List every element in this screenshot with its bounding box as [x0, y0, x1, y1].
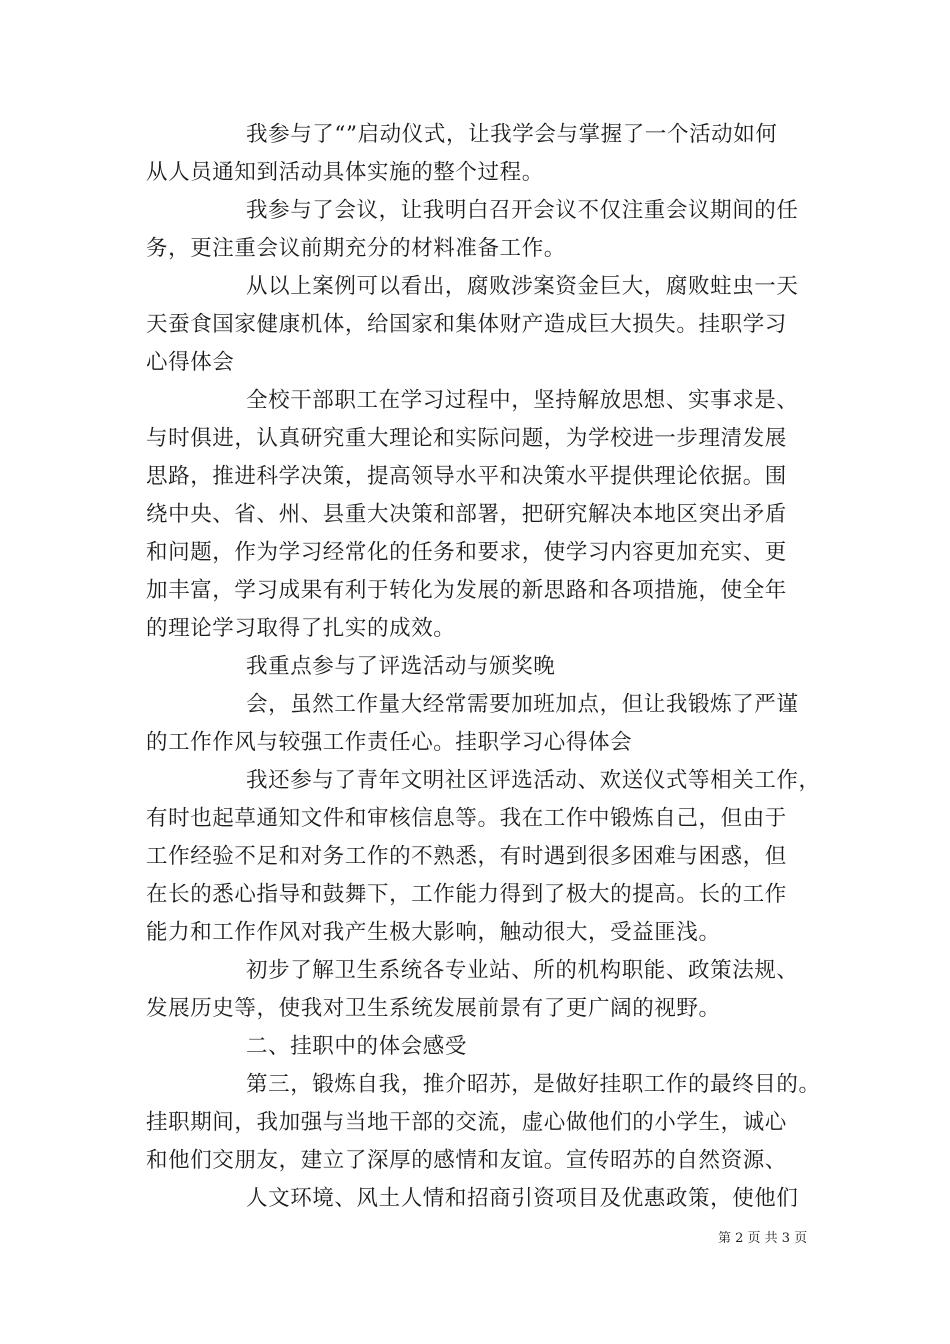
text-line: 工作经验不足和对务工作的不熟悉，有时遇到很多困难与困惑，但 [146, 844, 787, 869]
text-line: 的理论学习取得了扎实的成效。 [146, 616, 456, 641]
text-line: 我重点参与了评选活动与颁奖晚 [246, 654, 556, 679]
text-line: 从以上案例可以看出，腐败涉案资金巨大，腐败蛀虫一天 [246, 274, 799, 299]
text-line: 有时也起草通知文件和审核信息等。我在工作中锻炼自己，但由于 [146, 806, 787, 831]
text-line: 挂职期间，我加强与当地干部的交流，虚心做他们的小学生，诚心 [146, 1110, 787, 1135]
text-line: 发展历史等，使我对卫生系统发展前景有了更广阔的视野。 [146, 996, 721, 1021]
text-line: 会，虽然工作量大经常需要加班加点，但让我锻炼了严谨 [246, 692, 799, 717]
text-line: 和他们交朋友，建立了深厚的感情和友谊。宣传昭苏的自然资源、 [146, 1148, 787, 1173]
text-line: 我还参与了青年文明社区评选活动、欢送仪式等相关工作， [246, 768, 821, 793]
text-line: 从人员通知到活动具体实施的整个过程。 [146, 160, 544, 185]
text-line: 与时俱进，认真研究重大理论和实际问题，为学校进一步理清发展 [146, 426, 787, 451]
section-heading: 二、挂职中的体会感受 [246, 1034, 468, 1059]
text-line: 的工作作风与较强工作责任心。挂职学习心得体会 [146, 730, 633, 755]
text-line: 务，更注重会议前期充分的材料准备工作。 [146, 236, 566, 261]
text-line: 我参与了“”启动仪式，让我学会与掌握了一个活动如何 [246, 122, 778, 147]
text-line: 加丰富，学习成果有利于转化为发展的新思路和各项措施，使全年 [146, 578, 787, 603]
text-line: 能力和工作作风对我产生极大影响，触动很大，受益匪浅。 [146, 920, 721, 945]
text-line: 我参与了会议，让我明白召开会议不仅注重会议期间的任 [246, 198, 799, 223]
text-line: 在长的悉心指导和鼓舞下，工作能力得到了极大的提高。长的工作 [146, 882, 787, 907]
text-line: 和问题，作为学习经常化的任务和要求，使学习内容更加充实、更 [146, 540, 787, 565]
text-line: 心得体会 [146, 350, 235, 375]
text-line: 全校干部职工在学习过程中，坚持解放思想、实事求是、 [246, 388, 799, 413]
page-number: 第 2 页 共 3 页 [718, 1231, 808, 1246]
text-line: 第三，锻炼自我，推介昭苏，是做好挂职工作的最终目的。 [246, 1072, 821, 1097]
text-line: 绕中央、省、州、县重大决策和部署，把研究解决本地区突出矛盾 [146, 502, 787, 527]
text-line: 初步了解卫生系统各专业站、所的机构职能、政策法规、 [246, 958, 799, 983]
text-line: 人文环境、风土人情和招商引资项目及优惠政策，使他们 [246, 1186, 799, 1211]
text-line: 思路，推进科学决策，提高领导水平和决策水平提供理论依据。围 [146, 464, 787, 489]
text-line: 天蚕食国家健康机体，给国家和集体财产造成巨大损失。挂职学习 [146, 312, 787, 337]
